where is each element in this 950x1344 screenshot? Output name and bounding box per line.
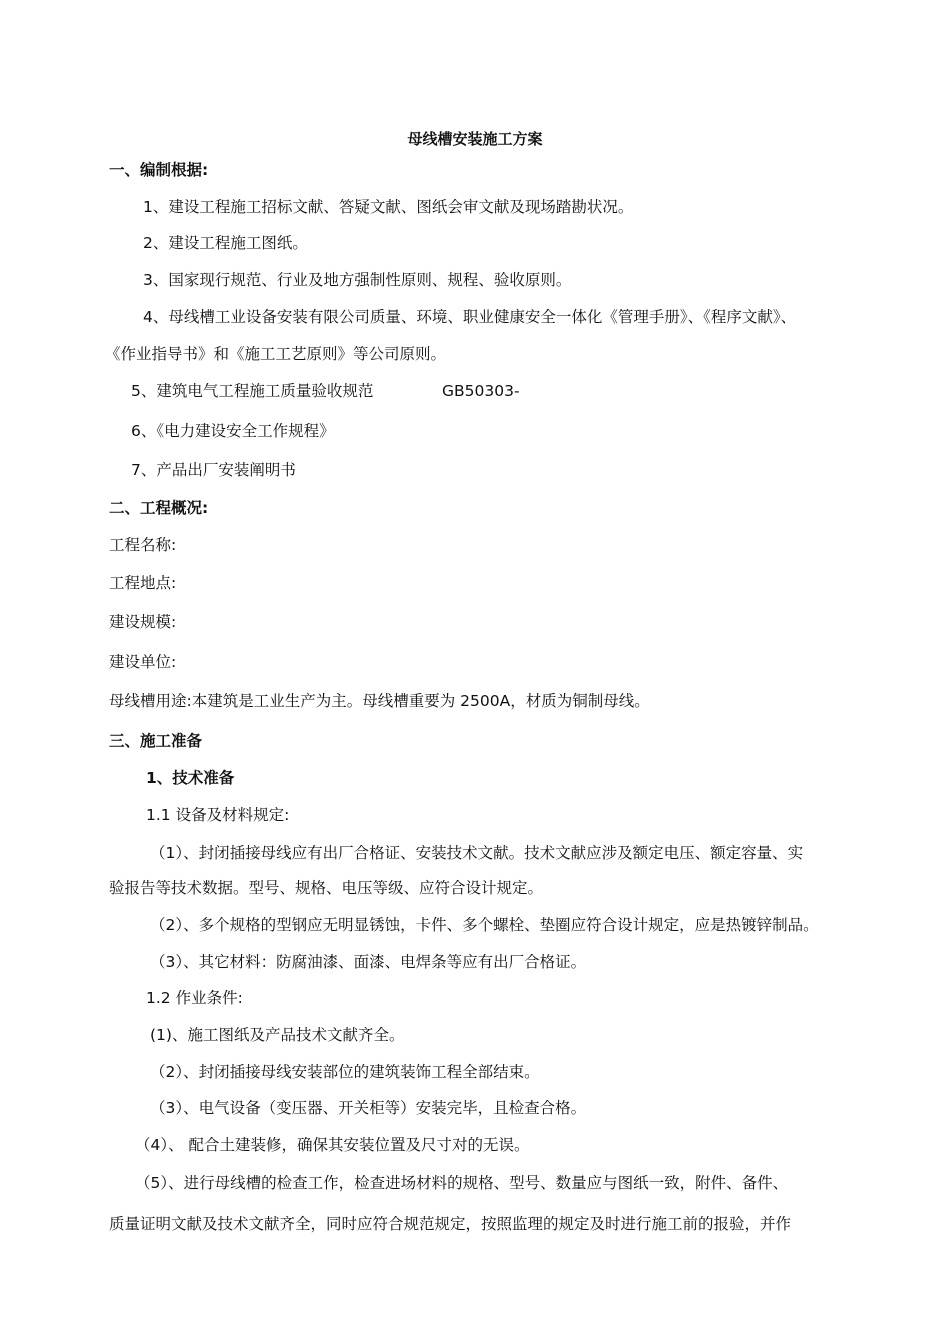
section-heading-preparation: 三、施工准备 xyxy=(109,732,203,750)
conditions-item-5: （5）、进行母线槽的检查工作，检查进场材料的规格、型号、数量应与图纸一致，附件、备件、 xyxy=(135,1174,789,1192)
materials-item-1: （1）、封闭插接母线应有出厂合格证、安装技术文献。技术文献应涉及额定电压、额定容量、实 xyxy=(150,844,804,862)
subheading-work-conditions: 1.2 作业条件: xyxy=(146,989,243,1007)
basis-item-5 xyxy=(131,381,373,401)
field-project-name: 工程名称: xyxy=(109,536,177,554)
document-title: 母线槽安装施工方案 xyxy=(407,130,543,148)
conditions-item-1: (1)、施工图纸及产品技术文献齐全。 xyxy=(150,1026,405,1044)
materials-item-2: （2）、多个规格的型钢应无明显锈蚀，卡件、多个螺栓、垫圈应符合设计规定，应是热镀锌制品。 xyxy=(150,916,819,934)
section-heading-basis: 一、编制根据: xyxy=(109,161,209,179)
materials-item-3: （3）、其它材料：防腐油漆、面漆、电焊条等应有出厂合格证。 xyxy=(150,953,587,971)
basis-item-4: 4、母线槽工业设备安装有限公司质量、环境、职业健康安全一体化《管理手册》、《程序文献》、 xyxy=(143,308,797,326)
subheading-technical-prep: 1、技术准备 xyxy=(146,769,235,787)
section-heading-overview: 二、工程概况: xyxy=(109,499,209,517)
conditions-item-4: （4）、 配合土建装修，确保其安装位置及尺寸对的无误。 xyxy=(135,1136,530,1154)
basis-item-7: 7、产品出厂安装阐明书 xyxy=(131,461,296,479)
standard-code: GB50303- xyxy=(442,382,520,400)
subheading-equipment-materials: 1.1 设备及材料规定: xyxy=(146,806,290,824)
conditions-item-5-cont: 质量证明文献及技术文献齐全，同时应符合规范规定，按照监理的规定及时进行施工前的报验，并作 xyxy=(109,1215,792,1233)
basis-item-3: 3、国家现行规范、行业及地方强制性原则、规程、验收原则。 xyxy=(143,271,572,289)
basis-item-4-cont: 《作业指导书》和《施工工艺原则》等公司原则。 xyxy=(105,345,447,363)
materials-item-1-cont: 验报告等技术数据。型号、规格、电压等级、应符合设计规定。 xyxy=(109,879,544,897)
basis-item-2: 2、建设工程施工图纸。 xyxy=(143,234,308,252)
field-owner: 建设单位: xyxy=(109,653,177,671)
basis-item-5-text: 5、建筑电气工程施工质量验收规范 xyxy=(131,382,374,400)
conditions-item-2: （2）、封闭插接母线安装部位的建筑装饰工程全部结束。 xyxy=(150,1063,540,1081)
field-scale: 建设规模: xyxy=(109,613,177,631)
basis-item-1: 1、建设工程施工招标文献、答疑文献、图纸会审文献及现场踏勘状况。 xyxy=(143,198,634,216)
field-busway-purpose: 母线槽用途:本建筑是工业生产为主。母线槽重要为 2500A，材质为铜制母线。 xyxy=(109,692,650,710)
conditions-item-3: （3）、电气设备（变压器、开关柜等）安装完毕，且检查合格。 xyxy=(150,1099,587,1117)
basis-item-6: 6、《电力建设安全工作规程》 xyxy=(131,422,335,440)
field-project-location: 工程地点: xyxy=(109,574,177,592)
